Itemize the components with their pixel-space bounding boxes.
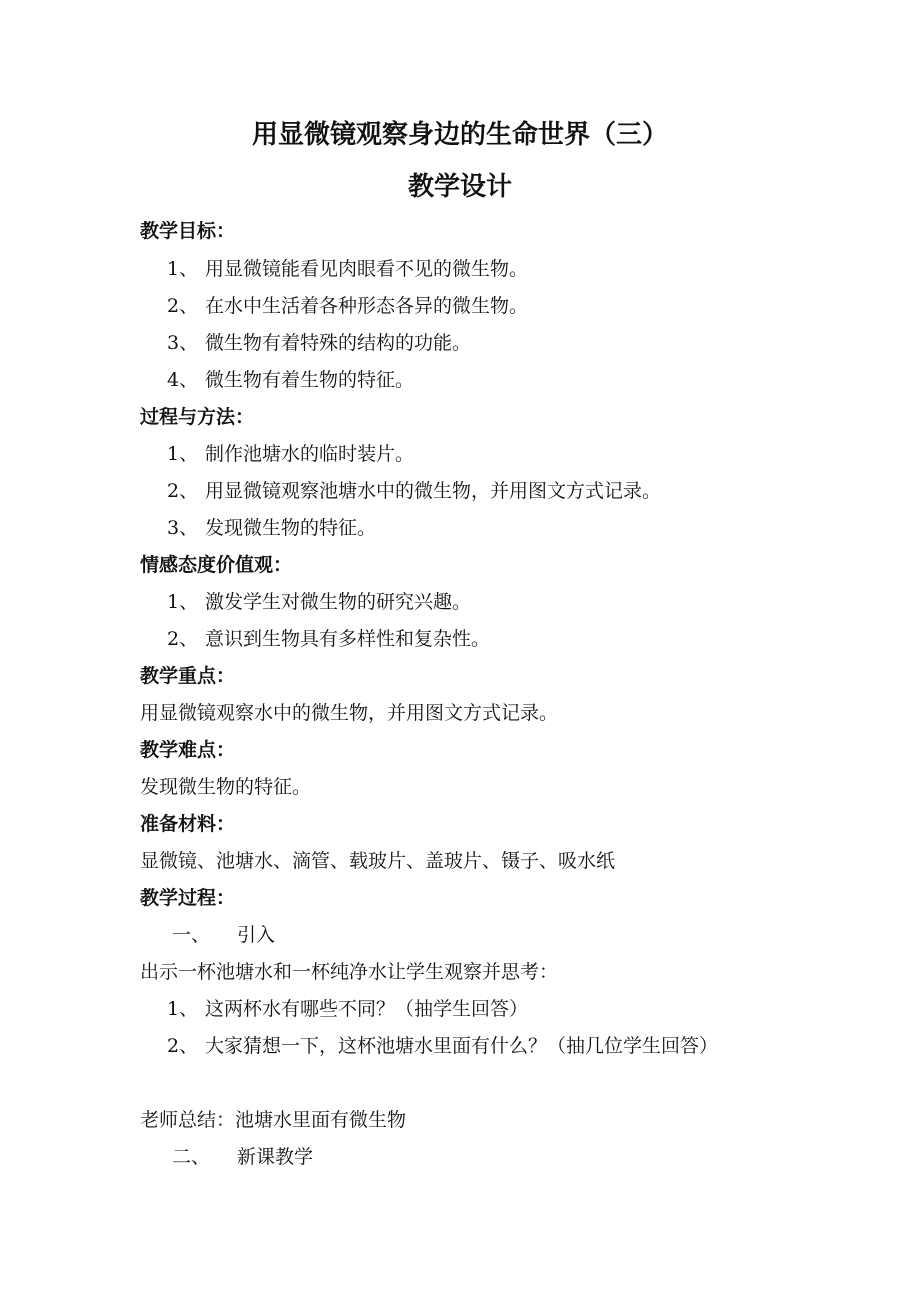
item-text: 微生物有着特殊的结构的功能。 — [205, 332, 472, 354]
item-number: 3、 — [167, 332, 199, 354]
materials-text: 显微镜、池塘水、滴管、载玻片、盖玻片、镊子、吸水纸 — [140, 850, 616, 872]
process-method-heading: 过程与方法： — [140, 406, 255, 428]
teacher-summary: 老师总结：池塘水里面有微生物 — [140, 1109, 407, 1131]
document-subtitle: 教学设计 — [407, 172, 512, 202]
objective-item — [167, 330, 471, 356]
intro-text: 出示一杯池塘水和一杯纯净水让学生观察并思考： — [140, 961, 559, 983]
item-number: 1、 — [167, 591, 199, 613]
item-text: 发现微生物的特征。 — [205, 517, 377, 539]
section-intro — [140, 922, 275, 948]
item-text: 这两杯水有哪些不同？（抽学生回答） — [205, 998, 529, 1020]
item-number: 2、 — [167, 480, 199, 502]
attitude-heading: 情感态度价值观： — [140, 554, 293, 576]
key-point-text: 用显微镜观察水中的微生物，并用图文方式记录。 — [140, 702, 559, 724]
section-number: 二、 — [172, 1146, 211, 1168]
item-text: 微生物有着生物的特征。 — [205, 369, 415, 391]
item-number: 2、 — [167, 1035, 199, 1057]
section-number: 一、 — [172, 924, 211, 946]
attitude-item — [167, 626, 490, 652]
item-number: 1、 — [167, 998, 199, 1020]
attitude-item — [167, 589, 471, 615]
section-new-lesson — [140, 1144, 313, 1170]
objective-item — [167, 367, 414, 393]
item-number: 2、 — [167, 295, 199, 317]
objective-item — [167, 293, 528, 319]
item-text: 制作池塘水的临时装片。 — [205, 443, 415, 465]
item-number: 1、 — [167, 443, 199, 465]
section-title: 引入 — [237, 924, 276, 946]
document-title: 用显微镜观察身边的生命世界（三） — [251, 120, 668, 150]
process-item — [167, 515, 376, 541]
item-text: 大家猜想一下，这杯池塘水里面有什么？（抽几位学生回答） — [205, 1035, 719, 1057]
objective-item — [167, 256, 528, 282]
item-text: 意识到生物具有多样性和复杂性。 — [205, 628, 491, 650]
process-item — [167, 441, 414, 467]
item-number: 1、 — [167, 258, 199, 280]
difficulty-text: 发现微生物的特征。 — [140, 776, 312, 798]
item-text: 用显微镜观察池塘水中的微生物，并用图文方式记录。 — [205, 480, 662, 502]
item-number: 4、 — [167, 369, 199, 391]
objectives-heading: 教学目标： — [140, 220, 236, 242]
difficulty-heading: 教学难点： — [140, 739, 236, 761]
question-item — [167, 996, 528, 1022]
key-point-heading: 教学重点： — [140, 665, 236, 687]
process-item — [167, 478, 661, 504]
teaching-process-heading: 教学过程： — [140, 887, 236, 909]
item-text: 激发学生对微生物的研究兴趣。 — [205, 591, 472, 613]
materials-heading: 准备材料： — [140, 813, 236, 835]
question-item — [167, 1033, 718, 1059]
item-text: 在水中生活着各种形态各异的微生物。 — [205, 295, 529, 317]
item-number: 2、 — [167, 628, 199, 650]
item-number: 3、 — [167, 517, 199, 539]
item-text: 用显微镜能看见肉眼看不见的微生物。 — [205, 258, 529, 280]
section-title: 新课教学 — [237, 1146, 314, 1168]
